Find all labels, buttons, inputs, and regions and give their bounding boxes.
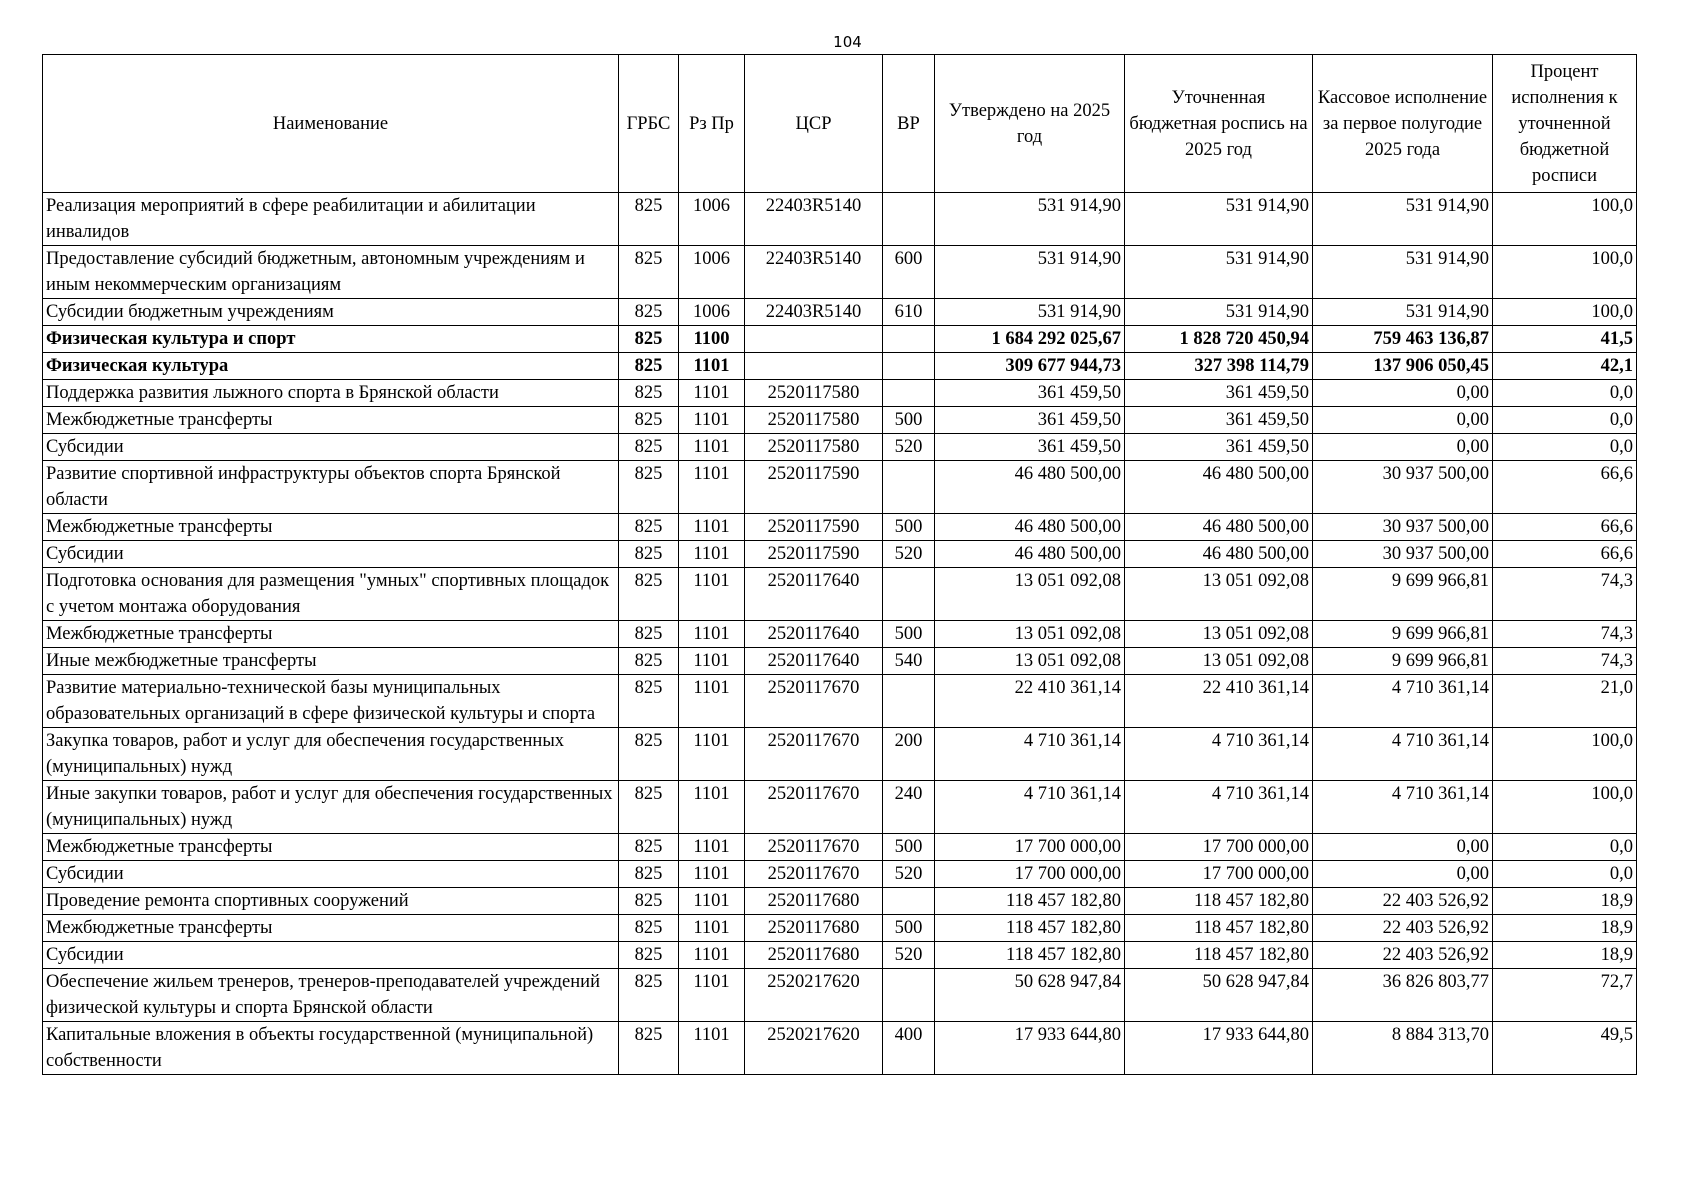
cell-percent: 74,3 [1493, 568, 1637, 621]
cell-csr: 2520117670 [745, 781, 883, 834]
cell-grbs: 825 [619, 407, 679, 434]
cell-vr: 240 [883, 781, 935, 834]
cell-rzpr: 1101 [679, 915, 745, 942]
cell-name: Развитие спортивной инфраструктуры объектов спорта Брянской области [43, 461, 619, 514]
cell-grbs: 825 [619, 541, 679, 568]
cell-rzpr: 1006 [679, 246, 745, 299]
budget-table [42, 54, 1637, 1075]
cell-refined: 1 828 720 450,94 [1125, 326, 1313, 353]
cell-approved: 361 459,50 [935, 407, 1125, 434]
cell-rzpr: 1101 [679, 834, 745, 861]
cell-csr: 22403R5140 [745, 299, 883, 326]
cell-approved: 22 410 361,14 [935, 675, 1125, 728]
cell-approved: 118 457 182,80 [935, 888, 1125, 915]
cell-refined: 361 459,50 [1125, 380, 1313, 407]
table-row [43, 246, 1637, 299]
table-row [43, 299, 1637, 326]
cell-rzpr: 1101 [679, 1022, 745, 1075]
cell-cash: 30 937 500,00 [1313, 514, 1493, 541]
cell-refined: 118 457 182,80 [1125, 888, 1313, 915]
table-row [43, 728, 1637, 781]
cell-percent: 41,5 [1493, 326, 1637, 353]
cell-percent: 0,0 [1493, 407, 1637, 434]
cell-rzpr: 1101 [679, 781, 745, 834]
cell-rzpr: 1101 [679, 648, 745, 675]
cell-approved: 118 457 182,80 [935, 915, 1125, 942]
cell-vr [883, 193, 935, 246]
cell-approved: 17 933 644,80 [935, 1022, 1125, 1075]
cell-rzpr: 1101 [679, 728, 745, 781]
cell-refined: 118 457 182,80 [1125, 942, 1313, 969]
cell-rzpr: 1101 [679, 353, 745, 380]
cell-refined: 17 700 000,00 [1125, 861, 1313, 888]
cell-refined: 531 914,90 [1125, 246, 1313, 299]
cell-csr [745, 326, 883, 353]
cell-percent: 72,7 [1493, 969, 1637, 1022]
cell-rzpr: 1101 [679, 541, 745, 568]
header-refined: Уточненная бюджетная роспись на 2025 год [1125, 55, 1313, 193]
cell-cash: 759 463 136,87 [1313, 326, 1493, 353]
cell-vr [883, 675, 935, 728]
cell-refined: 17 933 644,80 [1125, 1022, 1313, 1075]
cell-refined: 22 410 361,14 [1125, 675, 1313, 728]
cell-cash: 22 403 526,92 [1313, 942, 1493, 969]
cell-csr: 2520117680 [745, 915, 883, 942]
cell-approved: 531 914,90 [935, 193, 1125, 246]
cell-vr: 520 [883, 942, 935, 969]
cell-grbs: 825 [619, 568, 679, 621]
table-body [43, 193, 1637, 1075]
cell-name: Проведение ремонта спортивных сооружений [43, 888, 619, 915]
cell-vr: 520 [883, 541, 935, 568]
cell-grbs: 825 [619, 648, 679, 675]
table-row [43, 621, 1637, 648]
cell-name: Закупка товаров, работ и услуг для обеспечения государственных (муниципальных) нужд [43, 728, 619, 781]
header-approved: Утверждено на 2025 год [935, 55, 1125, 193]
cell-cash: 8 884 313,70 [1313, 1022, 1493, 1075]
cell-name: Предоставление субсидий бюджетным, автономным учреждениям и иным некоммерческим организациям [43, 246, 619, 299]
cell-percent: 66,6 [1493, 541, 1637, 568]
cell-refined: 118 457 182,80 [1125, 915, 1313, 942]
header-rzpr: Рз Пр [679, 55, 745, 193]
cell-vr: 600 [883, 246, 935, 299]
table-row [43, 1022, 1637, 1075]
cell-name: Субсидии [43, 541, 619, 568]
cell-approved: 531 914,90 [935, 299, 1125, 326]
cell-refined: 46 480 500,00 [1125, 541, 1313, 568]
cell-rzpr: 1101 [679, 675, 745, 728]
cell-grbs: 825 [619, 193, 679, 246]
table-row [43, 969, 1637, 1022]
cell-vr: 400 [883, 1022, 935, 1075]
cell-vr: 500 [883, 514, 935, 541]
cell-name: Развитие материально-технической базы муниципальных образовательных организаций в сфере физической культуры и спорта [43, 675, 619, 728]
table-row [43, 434, 1637, 461]
cell-csr: 2520117670 [745, 834, 883, 861]
cell-refined: 327 398 114,79 [1125, 353, 1313, 380]
cell-rzpr: 1101 [679, 407, 745, 434]
cell-percent: 0,0 [1493, 380, 1637, 407]
cell-grbs: 825 [619, 380, 679, 407]
cell-csr: 2520117640 [745, 648, 883, 675]
cell-refined: 46 480 500,00 [1125, 514, 1313, 541]
cell-rzpr: 1006 [679, 193, 745, 246]
cell-grbs: 825 [619, 353, 679, 380]
cell-vr [883, 461, 935, 514]
cell-vr: 500 [883, 621, 935, 648]
cell-percent: 100,0 [1493, 246, 1637, 299]
table-row [43, 834, 1637, 861]
cell-approved: 50 628 947,84 [935, 969, 1125, 1022]
cell-cash: 137 906 050,45 [1313, 353, 1493, 380]
table-row [43, 193, 1637, 246]
cell-name: Иные межбюджетные трансферты [43, 648, 619, 675]
cell-grbs: 825 [619, 781, 679, 834]
cell-refined: 13 051 092,08 [1125, 648, 1313, 675]
cell-refined: 4 710 361,14 [1125, 728, 1313, 781]
cell-csr: 2520117590 [745, 514, 883, 541]
cell-refined: 531 914,90 [1125, 299, 1313, 326]
cell-csr: 2520117580 [745, 380, 883, 407]
cell-vr [883, 969, 935, 1022]
cell-vr [883, 380, 935, 407]
cell-csr [745, 353, 883, 380]
cell-csr: 2520117680 [745, 942, 883, 969]
cell-percent: 74,3 [1493, 648, 1637, 675]
cell-percent: 0,0 [1493, 434, 1637, 461]
cell-refined: 13 051 092,08 [1125, 568, 1313, 621]
table-row [43, 407, 1637, 434]
cell-rzpr: 1101 [679, 888, 745, 915]
header-cash: Кассовое исполнение за первое полугодие 2025 года [1313, 55, 1493, 193]
cell-percent: 0,0 [1493, 861, 1637, 888]
cell-cash: 0,00 [1313, 834, 1493, 861]
table-row [43, 861, 1637, 888]
cell-vr: 500 [883, 915, 935, 942]
cell-name: Субсидии [43, 942, 619, 969]
cell-csr: 2520117580 [745, 407, 883, 434]
cell-percent: 42,1 [1493, 353, 1637, 380]
cell-name: Межбюджетные трансферты [43, 407, 619, 434]
cell-csr: 2520117590 [745, 461, 883, 514]
cell-grbs: 825 [619, 299, 679, 326]
cell-approved: 46 480 500,00 [935, 514, 1125, 541]
cell-vr [883, 326, 935, 353]
cell-cash: 4 710 361,14 [1313, 675, 1493, 728]
cell-approved: 118 457 182,80 [935, 942, 1125, 969]
cell-grbs: 825 [619, 861, 679, 888]
cell-rzpr: 1101 [679, 514, 745, 541]
cell-name: Поддержка развития лыжного спорта в Брянской области [43, 380, 619, 407]
cell-grbs: 825 [619, 888, 679, 915]
cell-grbs: 825 [619, 942, 679, 969]
cell-percent: 66,6 [1493, 514, 1637, 541]
cell-rzpr: 1101 [679, 861, 745, 888]
cell-approved: 13 051 092,08 [935, 568, 1125, 621]
cell-cash: 36 826 803,77 [1313, 969, 1493, 1022]
cell-percent: 100,0 [1493, 781, 1637, 834]
cell-refined: 361 459,50 [1125, 434, 1313, 461]
cell-csr: 22403R5140 [745, 193, 883, 246]
cell-cash: 30 937 500,00 [1313, 541, 1493, 568]
cell-csr: 2520117590 [745, 541, 883, 568]
cell-cash: 9 699 966,81 [1313, 621, 1493, 648]
cell-name: Обеспечение жильем тренеров, тренеров-преподавателей учреждений физической культуры и спорта Брянской области [43, 969, 619, 1022]
cell-name: Физическая культура и спорт [43, 326, 619, 353]
cell-cash: 0,00 [1313, 434, 1493, 461]
cell-cash: 531 914,90 [1313, 299, 1493, 326]
cell-approved: 361 459,50 [935, 380, 1125, 407]
table-header-row [43, 55, 1637, 193]
cell-vr: 610 [883, 299, 935, 326]
cell-grbs: 825 [619, 514, 679, 541]
cell-refined: 46 480 500,00 [1125, 461, 1313, 514]
table-row [43, 514, 1637, 541]
cell-csr: 2520117640 [745, 621, 883, 648]
header-grbs: ГРБС [619, 55, 679, 193]
cell-vr: 500 [883, 834, 935, 861]
table-row [43, 568, 1637, 621]
cell-cash: 531 914,90 [1313, 193, 1493, 246]
cell-cash: 4 710 361,14 [1313, 728, 1493, 781]
table-row [43, 942, 1637, 969]
cell-name: Субсидии бюджетным учреждениям [43, 299, 619, 326]
cell-approved: 46 480 500,00 [935, 461, 1125, 514]
cell-approved: 17 700 000,00 [935, 834, 1125, 861]
table-row [43, 380, 1637, 407]
cell-csr: 2520117640 [745, 568, 883, 621]
cell-percent: 49,5 [1493, 1022, 1637, 1075]
cell-csr: 2520117670 [745, 675, 883, 728]
cell-name: Подготовка основания для размещения "умных" спортивных площадок с учетом монтажа оборудования [43, 568, 619, 621]
cell-vr: 200 [883, 728, 935, 781]
cell-grbs: 825 [619, 728, 679, 781]
table-row [43, 461, 1637, 514]
cell-cash: 9 699 966,81 [1313, 568, 1493, 621]
cell-cash: 22 403 526,92 [1313, 888, 1493, 915]
cell-percent: 18,9 [1493, 888, 1637, 915]
cell-name: Межбюджетные трансферты [43, 514, 619, 541]
cell-cash: 0,00 [1313, 380, 1493, 407]
cell-cash: 0,00 [1313, 861, 1493, 888]
cell-name: Субсидии [43, 861, 619, 888]
cell-name: Межбюджетные трансферты [43, 621, 619, 648]
cell-vr [883, 568, 935, 621]
cell-csr: 2520117670 [745, 861, 883, 888]
cell-approved: 46 480 500,00 [935, 541, 1125, 568]
cell-vr: 520 [883, 434, 935, 461]
cell-cash: 9 699 966,81 [1313, 648, 1493, 675]
cell-rzpr: 1101 [679, 380, 745, 407]
cell-csr: 2520217620 [745, 1022, 883, 1075]
table-row [43, 888, 1637, 915]
cell-refined: 50 628 947,84 [1125, 969, 1313, 1022]
cell-vr [883, 353, 935, 380]
cell-name: Иные закупки товаров, работ и услуг для обеспечения государственных (муниципальных) нужд [43, 781, 619, 834]
header-vr: ВР [883, 55, 935, 193]
cell-grbs: 825 [619, 246, 679, 299]
table-row [43, 648, 1637, 675]
cell-percent: 74,3 [1493, 621, 1637, 648]
header-percent: Процент исполнения к уточненной бюджетной росписи [1493, 55, 1637, 193]
cell-approved: 361 459,50 [935, 434, 1125, 461]
cell-cash: 30 937 500,00 [1313, 461, 1493, 514]
cell-grbs: 825 [619, 675, 679, 728]
table-row [43, 541, 1637, 568]
table-row [43, 781, 1637, 834]
cell-name: Физическая культура [43, 353, 619, 380]
cell-approved: 531 914,90 [935, 246, 1125, 299]
cell-vr: 540 [883, 648, 935, 675]
cell-rzpr: 1101 [679, 621, 745, 648]
cell-name: Межбюджетные трансферты [43, 834, 619, 861]
cell-rzpr: 1101 [679, 568, 745, 621]
page-number: 104 [833, 33, 862, 51]
cell-rzpr: 1101 [679, 461, 745, 514]
cell-csr: 2520117670 [745, 728, 883, 781]
cell-approved: 4 710 361,14 [935, 728, 1125, 781]
cell-refined: 17 700 000,00 [1125, 834, 1313, 861]
cell-refined: 361 459,50 [1125, 407, 1313, 434]
cell-grbs: 825 [619, 326, 679, 353]
cell-name: Межбюджетные трансферты [43, 915, 619, 942]
cell-rzpr: 1006 [679, 299, 745, 326]
cell-name: Капитальные вложения в объекты государственной (муниципальной) собственности [43, 1022, 619, 1075]
header-csr: ЦСР [745, 55, 883, 193]
cell-approved: 17 700 000,00 [935, 861, 1125, 888]
cell-rzpr: 1101 [679, 434, 745, 461]
cell-approved: 13 051 092,08 [935, 621, 1125, 648]
cell-vr [883, 888, 935, 915]
header-name: Наименование [43, 55, 619, 193]
cell-grbs: 825 [619, 621, 679, 648]
cell-rzpr: 1101 [679, 969, 745, 1022]
cell-cash: 22 403 526,92 [1313, 915, 1493, 942]
cell-grbs: 825 [619, 915, 679, 942]
cell-csr: 22403R5140 [745, 246, 883, 299]
cell-percent: 100,0 [1493, 299, 1637, 326]
cell-approved: 309 677 944,73 [935, 353, 1125, 380]
table-row [43, 353, 1637, 380]
cell-refined: 13 051 092,08 [1125, 621, 1313, 648]
cell-percent: 66,6 [1493, 461, 1637, 514]
table-row [43, 675, 1637, 728]
cell-cash: 531 914,90 [1313, 246, 1493, 299]
cell-percent: 18,9 [1493, 942, 1637, 969]
cell-rzpr: 1101 [679, 942, 745, 969]
cell-approved: 1 684 292 025,67 [935, 326, 1125, 353]
cell-percent: 0,0 [1493, 834, 1637, 861]
table-row [43, 915, 1637, 942]
cell-percent: 21,0 [1493, 675, 1637, 728]
cell-vr: 520 [883, 861, 935, 888]
cell-grbs: 825 [619, 969, 679, 1022]
cell-approved: 4 710 361,14 [935, 781, 1125, 834]
cell-name: Реализация мероприятий в сфере реабилитации и абилитации инвалидов [43, 193, 619, 246]
cell-refined: 531 914,90 [1125, 193, 1313, 246]
cell-grbs: 825 [619, 434, 679, 461]
cell-cash: 4 710 361,14 [1313, 781, 1493, 834]
cell-grbs: 825 [619, 461, 679, 514]
cell-percent: 100,0 [1493, 193, 1637, 246]
cell-cash: 0,00 [1313, 407, 1493, 434]
cell-vr: 500 [883, 407, 935, 434]
cell-approved: 13 051 092,08 [935, 648, 1125, 675]
cell-refined: 4 710 361,14 [1125, 781, 1313, 834]
cell-rzpr: 1100 [679, 326, 745, 353]
cell-grbs: 825 [619, 834, 679, 861]
cell-percent: 100,0 [1493, 728, 1637, 781]
cell-name: Субсидии [43, 434, 619, 461]
cell-csr: 2520117580 [745, 434, 883, 461]
cell-percent: 18,9 [1493, 915, 1637, 942]
table-row [43, 326, 1637, 353]
cell-grbs: 825 [619, 1022, 679, 1075]
cell-csr: 2520217620 [745, 969, 883, 1022]
cell-csr: 2520117680 [745, 888, 883, 915]
